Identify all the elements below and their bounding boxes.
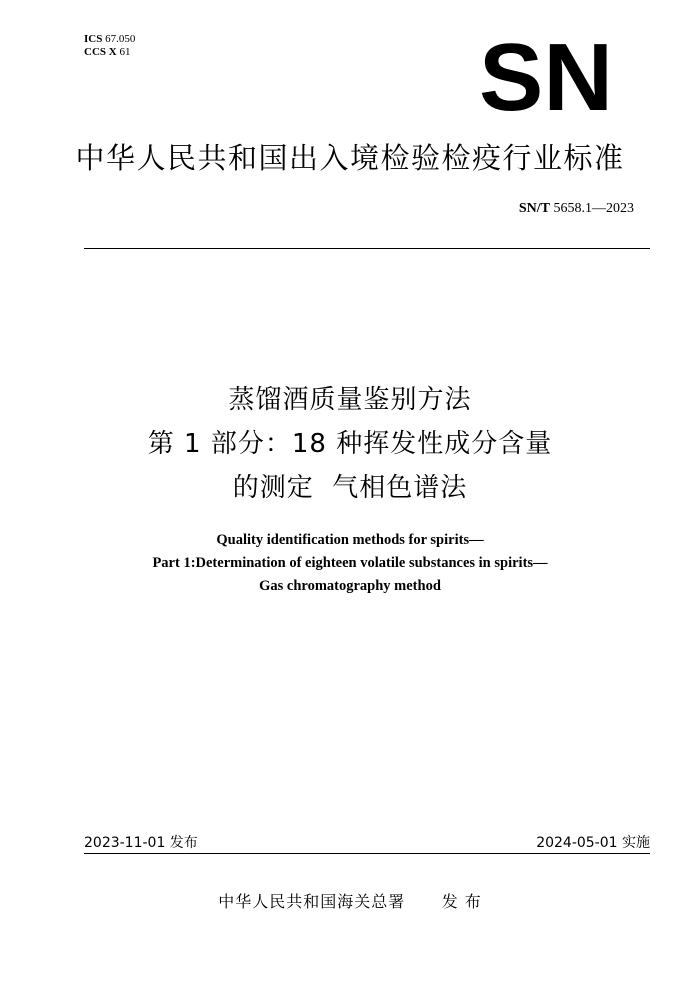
top-divider [84,248,650,249]
issue-date: 2023-11-01 发布 [84,835,198,851]
standard-category-title: 中华人民共和国出入境检验检疫行业标准 [75,141,625,175]
english-title-line-1: Quality identification methods for spirits— [216,532,484,548]
bottom-divider [84,853,650,854]
ccs-label: CCS X [84,46,117,58]
implementation-date: 2024-05-01 实施 [536,835,650,851]
issuing-authority [0,889,700,912]
classification-codes [84,33,135,59]
standard-code [380,201,634,217]
ccs-code [84,46,135,59]
issuer-name: 中华人民共和国海关总署 [218,892,406,911]
english-title-line-2: Part 1:Determination of eighteen volatile substances in spirits— [152,555,548,571]
chinese-title [0,378,700,510]
sn-logo [478,42,614,112]
issuer-action: 发 布 [441,892,482,911]
chinese-title-line-3: 的测定 气相色谱法 [232,473,468,503]
sn-logo-text: SN [479,42,613,112]
ccs-value: 61 [119,46,131,58]
english-title [0,529,700,598]
english-title-line-3: Gas chromatography method [259,578,441,594]
ics-value: 67.050 [105,33,136,45]
standard-code-value: 5658.1—2023 [553,201,634,216]
chinese-title-line-2: 第 1 部分：18 种挥发性成分含量 [147,429,553,459]
ics-label: ICS [84,33,103,45]
standard-code-prefix: SN/T [518,201,550,216]
chinese-title-line-1: 蒸馏酒质量鉴别方法 [228,385,472,415]
ics-code [84,33,135,46]
